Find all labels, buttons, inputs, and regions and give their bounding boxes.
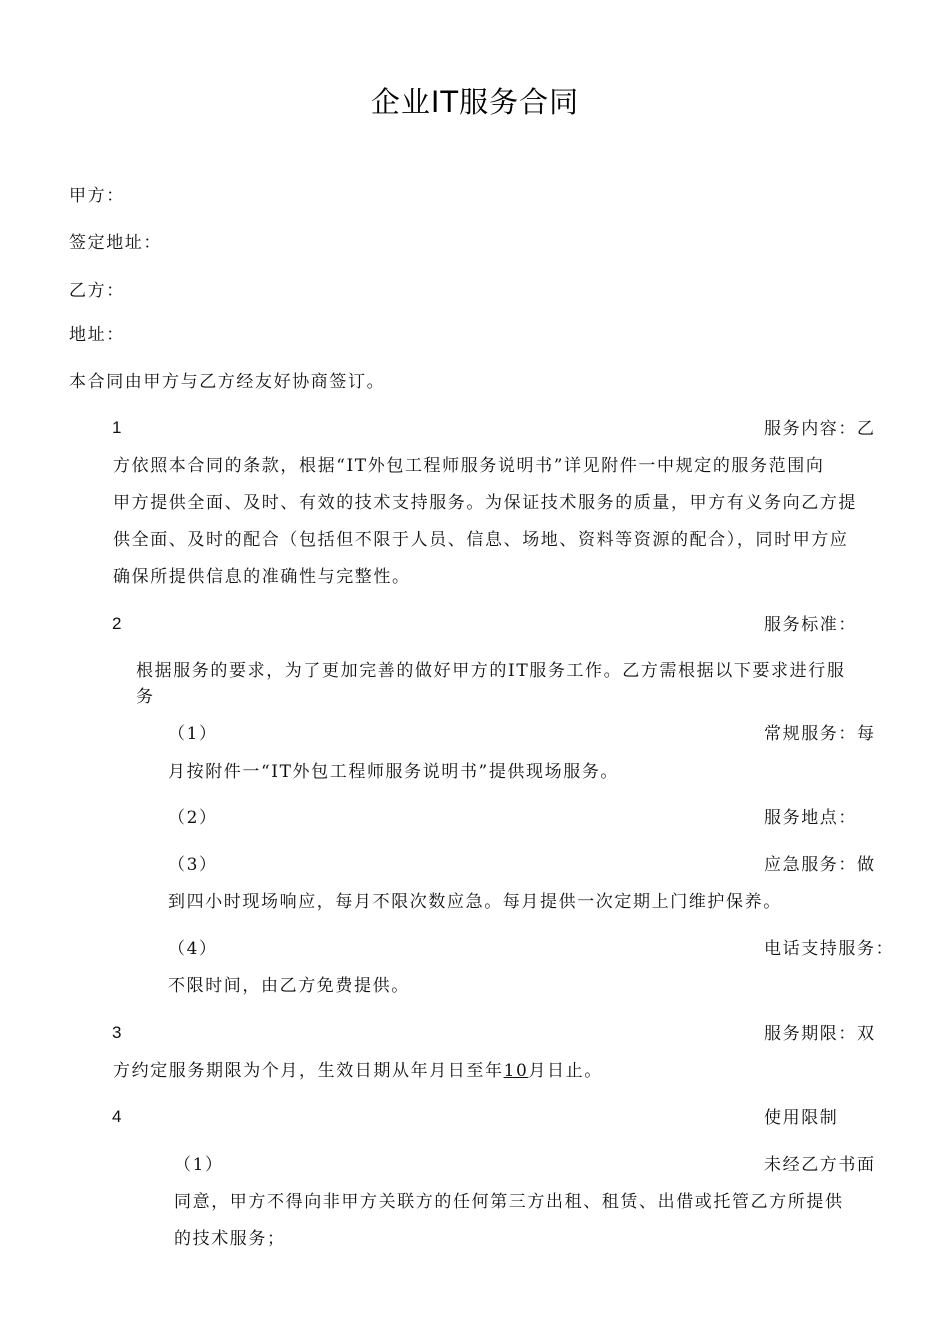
section-3-line <box>113 1060 603 1082</box>
section-1-number: 1 <box>112 418 122 437</box>
item-4-1-line: 的技术服务； <box>174 1229 286 1249</box>
section-3-line-end: 月日止。 <box>528 1061 603 1081</box>
item-2-3-line: 到四小时现场响应，每月不限次数应急。每月提供一次定期上门维护保养。 <box>168 892 782 912</box>
section-2-heading: 服务标准： <box>764 615 857 635</box>
item-2-1-number: （1） <box>168 724 218 744</box>
section-1-line: 确保所提供信息的准确性与完整性。 <box>113 567 411 587</box>
section-4-number: 4 <box>112 1107 122 1126</box>
item-2-2-heading: 服务地点： <box>764 808 857 828</box>
section-2-number: 2 <box>112 614 122 633</box>
item-2-3-number: （3） <box>168 855 218 875</box>
section-3-line-text: 方约定服务期限为个月，生效日期从年月日至年 <box>113 1061 504 1081</box>
section-1-line: 供全面、及时的配合（包括但不限于人员、信息、场地、资料等资源的配合），同时甲方应 <box>113 530 849 550</box>
section-2-intro-line: 务 <box>136 687 155 707</box>
item-4-1-line: 同意，甲方不得向非甲方关联方的任何第三方出租、租赁、出借或托管乙方所提供 <box>174 1192 844 1212</box>
section-1-heading: 服务内容：乙 <box>764 419 876 439</box>
item-2-4-heading: 电话支持服务： <box>764 939 895 959</box>
item-2-3-heading: 应急服务：做 <box>764 855 876 875</box>
item-2-4-line: 不限时间，由乙方免费提供。 <box>168 976 410 996</box>
section-1-line: 方依照本合同的条款，根据“IT外包工程师服务说明书”详见附件一中规定的服务范围向 <box>113 456 825 476</box>
party-a-label: 甲方： <box>69 186 125 206</box>
item-2-4-number: （4） <box>168 939 218 959</box>
section-3-number: 3 <box>112 1023 122 1042</box>
item-4-1-number: （1） <box>174 1155 224 1175</box>
item-2-2-number: （2） <box>168 808 218 828</box>
item-4-1-heading: 未经乙方书面 <box>764 1155 876 1175</box>
address-label: 地址： <box>69 325 125 345</box>
document-title: 企业IT服务合同 <box>370 85 580 119</box>
section-3-heading: 服务期限：双 <box>764 1024 876 1044</box>
intro-paragraph: 本合同由甲方与乙方经友好协商签订。 <box>69 372 386 392</box>
section-2-intro-line: 根据服务的要求，为了更加完善的做好甲方的IT服务工作。乙方需根据以下要求进行服 <box>136 661 846 681</box>
item-2-1-heading: 常规服务：每 <box>764 724 876 744</box>
section-1-line: 甲方提供全面、及时、有效的技术支持服务。为保证技术服务的质量，甲方有义务向乙方提 <box>113 493 857 513</box>
sign-place-label: 签定地址： <box>69 233 162 253</box>
section-3-month-value: 10 <box>503 1061 529 1081</box>
party-b-label: 乙方： <box>69 281 125 301</box>
item-2-1-line: 月按附件一“IT外包工程师服务说明书”提供现场服务。 <box>168 762 620 782</box>
section-4-heading: 使用限制 <box>764 1108 839 1128</box>
